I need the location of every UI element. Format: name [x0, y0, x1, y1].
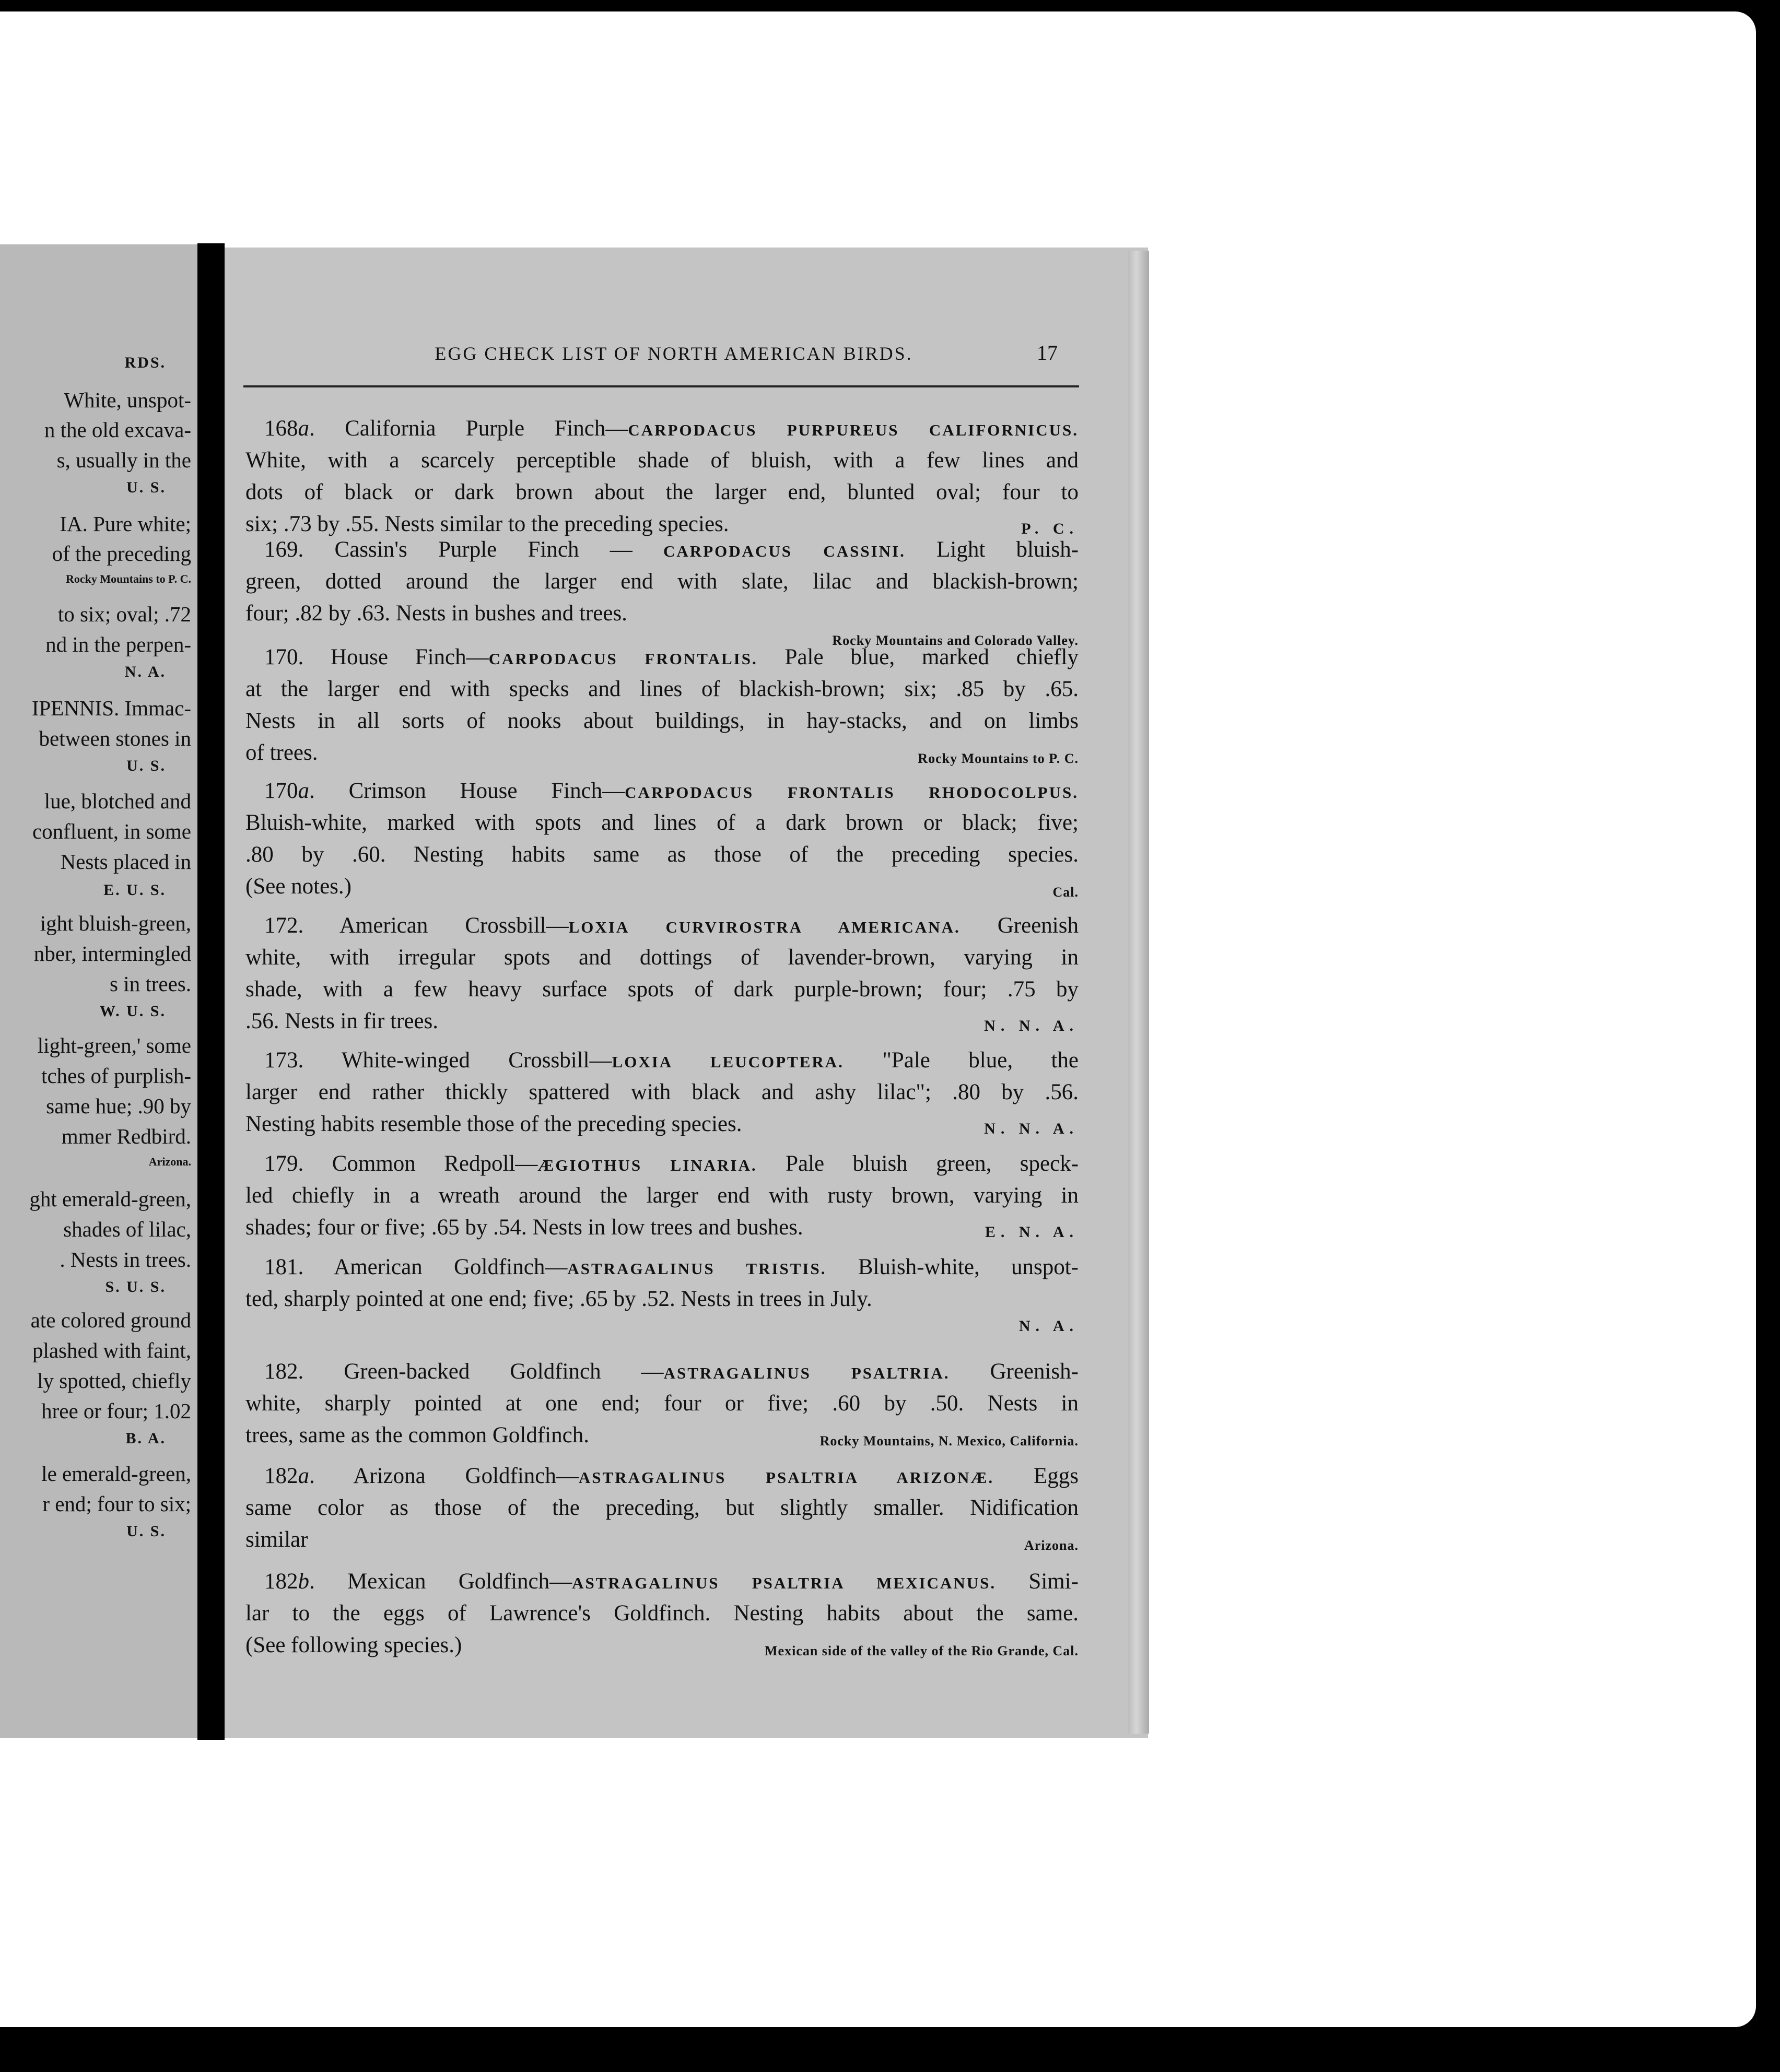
left-page-line: IPENNIS. Immac-: [31, 696, 191, 720]
entry-line: [245, 1565, 1079, 1597]
range-label: N. A.: [1018, 1317, 1079, 1335]
left-page-line: W. U. S.: [99, 1003, 166, 1020]
left-page-line: to six; oval; .72: [57, 602, 191, 626]
entry-text: led chiefly in a wreath around the larger end with rusty brown, varying in: [245, 1183, 1079, 1208]
entry-text: a: [298, 1464, 309, 1488]
entry-text: green, dotted around the larger end with slate, lilac and blackish-brown;: [245, 569, 1079, 594]
entry-text: similar: [245, 1527, 308, 1552]
running-header: [225, 343, 1148, 374]
header-rule: [243, 385, 1079, 387]
entry-text: . Arizona Goldfinch—: [309, 1464, 579, 1488]
entry-text: at the larger end with specks and lines of blackish-brown; six; .85 by .65.: [245, 677, 1079, 701]
entry-line: [245, 807, 1079, 839]
scientific-name: ASTRAGALINUS PSALTRIA.: [663, 1364, 950, 1382]
left-page-line: White, unspot-: [64, 388, 191, 412]
left-page-line: of the preceding: [52, 541, 191, 566]
entry-line: [245, 737, 1079, 769]
left-page-line: U. S.: [126, 479, 166, 496]
entry-172: [245, 910, 1079, 1037]
entry-line: [245, 870, 1079, 902]
left-page-line: r end; four to six;: [42, 1492, 191, 1516]
entry-line: [245, 1044, 1079, 1076]
entry-text: (See notes.): [245, 874, 352, 899]
entry-line: [245, 566, 1079, 597]
entry-text: ted, sharply pointed at one end; five; .65 by .52. Nests in trees in July.: [245, 1287, 872, 1311]
entry-text: . Mexican Goldfinch—: [309, 1569, 572, 1594]
entry-line: [245, 1629, 1079, 1661]
left-page-line: E. U. S.: [103, 881, 166, 899]
entry-text: 182: [264, 1464, 298, 1488]
page-edge: [1128, 251, 1149, 1734]
left-page-line: Rocky Mountains to P. C.: [66, 572, 191, 585]
entry-line: [245, 597, 1079, 629]
entry-line: [245, 1460, 1079, 1492]
entry-168a: [245, 413, 1079, 540]
left-page-line: RDS.: [124, 354, 166, 371]
entry-text: white, sharply pointed at one end; four or five; .60 by .50. Nests in: [245, 1391, 1079, 1416]
left-page-line: between stones in: [39, 726, 191, 750]
entry-text: 181. American Goldfinch—: [264, 1255, 568, 1279]
entry-text: 168: [264, 416, 298, 441]
left-page-line: N. A.: [124, 663, 166, 680]
entry-173: [245, 1044, 1079, 1140]
scientific-name: ASTRAGALINUS TRISTIS.: [567, 1259, 827, 1278]
left-page-line: ght emerald-green,: [29, 1187, 191, 1211]
range-label: P. C.: [1021, 520, 1079, 537]
left-page-line: B. A.: [125, 1430, 166, 1447]
left-page-line: light-green,' some: [37, 1033, 191, 1057]
entry-line: [245, 1387, 1079, 1419]
entry-line: [245, 476, 1079, 508]
entry-line: [245, 1180, 1079, 1211]
entry-text: Eggs: [994, 1464, 1079, 1488]
left-page-line: ate colored ground: [30, 1308, 191, 1332]
entry-text: of trees.: [245, 740, 318, 765]
entry-text: shades; four or five; .65 by .54. Nests in low trees and bushes.: [245, 1215, 803, 1240]
entry-line: [245, 1283, 1079, 1315]
film-edge: [0, 2027, 1780, 2072]
range-label: Arizona.: [1024, 1538, 1079, 1553]
scientific-name: LOXIA CURVIROSTRA AMERICANA.: [568, 918, 961, 936]
range-label: Rocky Mountains to P. C.: [918, 751, 1079, 766]
entry-text: six; .73 by .55. Nests similar to the preceding species.: [245, 512, 729, 536]
range-label: N. N. A.: [984, 1017, 1079, 1034]
scientific-name: ASTRAGALINUS PSALTRIA ARIZONÆ.: [578, 1468, 994, 1487]
entry-text: b: [298, 1569, 309, 1594]
entry-170a: [245, 775, 1079, 902]
entry-text: trees, same as the common Goldfinch.: [245, 1423, 589, 1447]
scientific-name: ÆGIOTHUS LINARIA.: [537, 1156, 757, 1174]
left-page-line: nd in the perpen-: [45, 632, 191, 656]
scientific-name: LOXIA LEUCOPTERA.: [612, 1053, 844, 1071]
scientific-name: CARPODACUS PURPUREUS CALIFORNICUS.: [628, 421, 1079, 439]
entry-line: [245, 1597, 1079, 1629]
entry-text: Nesting habits resemble those of the preceding species.: [245, 1112, 742, 1136]
range-label: Mexican side of the valley of the Rio Grande, Cal.: [765, 1643, 1079, 1658]
range-label: E. N. A.: [985, 1223, 1079, 1241]
page-gutter: [197, 243, 225, 1740]
entry-text: 169. Cassin's Purple Finch —: [264, 537, 664, 562]
entry-text: same color as those of the preceding, but slightly smaller. Nidification: [245, 1496, 1079, 1520]
left-page-line: shades of lilac,: [63, 1217, 191, 1241]
left-page-line: nber, intermingled: [33, 941, 191, 966]
entry-181: [245, 1251, 1079, 1338]
entry-line: [245, 910, 1079, 941]
left-page-line: le emerald-green,: [41, 1462, 191, 1486]
entry-text: 170: [264, 779, 298, 803]
entry-text: a: [298, 416, 309, 441]
entry-182: [245, 1356, 1079, 1451]
entry-text: Nests in all sorts of nooks about buildings, in hay-stacks, and on limbs: [245, 709, 1079, 733]
left-page-line: hree or four; 1.02: [41, 1399, 191, 1423]
left-page-line: U. S.: [126, 1523, 166, 1540]
left-page-line: plashed with faint,: [32, 1338, 191, 1362]
entry-line: [245, 1251, 1079, 1283]
left-page-line: IA. Pure white;: [60, 512, 191, 536]
entry-text: shade, with a few heavy surface spots of dark purple-brown; four; .75 by: [245, 977, 1079, 1002]
entry-line: [245, 1076, 1079, 1108]
entry-text: four; .82 by .63. Nests in bushes and trees.: [245, 601, 627, 626]
running-title: EGG CHECK LIST OF NORTH AMERICAN BIRDS.: [435, 343, 913, 364]
entry-text: 170. House Finch—: [264, 645, 489, 669]
left-page-line: mmer Redbird.: [61, 1124, 191, 1148]
entry-line: [245, 1356, 1079, 1387]
entry-line: [245, 941, 1079, 973]
range-label: N. N. A.: [984, 1120, 1079, 1137]
entry-text: larger end rather thickly spattered with black and ashy lilac"; .80 by .56.: [245, 1080, 1079, 1104]
entry-text: "Pale blue, the: [844, 1048, 1079, 1073]
left-page-line: confluent, in some: [32, 819, 191, 843]
left-page-line: tches of purplish-: [41, 1064, 191, 1088]
scientific-name: CARPODACUS CASSINI.: [663, 542, 906, 560]
entry-text: a: [298, 779, 309, 803]
entry-text: Pale bluish green, speck-: [757, 1151, 1079, 1176]
left-page-line: U. S.: [126, 757, 166, 774]
entry-text: . California Purple Finch—: [309, 416, 628, 441]
entry-line: [245, 413, 1079, 444]
range-label: Rocky Mountains and Colorado Valley.: [832, 633, 1079, 648]
entry-text: Greenish: [960, 913, 1079, 938]
entry-text: dots of black or dark brown about the larger end, blunted oval; four to: [245, 480, 1079, 504]
entry-169: [245, 534, 1079, 652]
entry-179: [245, 1148, 1079, 1243]
entry-text: 182. Green-backed Goldfinch —: [264, 1359, 664, 1384]
left-page-line: s, usually in the: [56, 448, 191, 472]
entry-text: (See following species.): [245, 1633, 462, 1657]
entry-text: 172. American Crossbill—: [264, 913, 569, 938]
entry-line: [245, 705, 1079, 737]
left-page-line: ly spotted, chiefly: [37, 1369, 191, 1393]
entry-text: 182: [264, 1569, 298, 1594]
entry-text: Bluish-white, marked with spots and lines of a dark brown or black; five;: [245, 810, 1079, 835]
entry-text: white, with irregular spots and dottings of lavender-brown, varying in: [245, 945, 1079, 970]
entry-text: 179. Common Redpoll—: [264, 1151, 538, 1176]
left-page-line: same hue; .90 by: [46, 1094, 191, 1118]
entry-line: [245, 775, 1079, 807]
entry-line: [245, 839, 1079, 870]
entry-line: [245, 444, 1079, 476]
entry-text: .56. Nests in fir trees.: [245, 1009, 439, 1033]
entry-text: lar to the eggs of Lawrence's Goldfinch. Nesting habits about the same.: [245, 1601, 1079, 1626]
entry-text: White, with a scarcely perceptible shade of bluish, with a few lines and: [245, 448, 1079, 473]
entry-182a: [245, 1460, 1079, 1556]
range-label: Rocky Mountains, N. Mexico, California.: [819, 1433, 1079, 1449]
entry-line: [245, 1005, 1079, 1037]
entry-line: [245, 1211, 1079, 1243]
entry-text: Greenish-: [950, 1359, 1079, 1384]
left-page-line: Nests placed in: [60, 850, 191, 874]
left-page-line: . Nests in trees.: [60, 1247, 191, 1272]
entry-line: [245, 973, 1079, 1005]
entry-170: [245, 641, 1079, 769]
entry-182b: [245, 1565, 1079, 1661]
entry-line: [245, 1108, 1079, 1140]
entry-text: Light bluish-: [905, 537, 1079, 562]
entry-text: . Crimson House Finch—: [309, 779, 625, 803]
entry-line: [245, 673, 1079, 705]
page-number: 17: [1037, 341, 1058, 364]
scientific-name: CARPODACUS FRONTALIS.: [488, 650, 758, 668]
left-page-line: n the old excava-: [44, 418, 191, 442]
left-page-line: lue, blotched and: [44, 789, 191, 813]
entry-line: [245, 1492, 1079, 1524]
left-page-line: s in trees.: [110, 972, 191, 996]
entry-line: [245, 534, 1079, 566]
entry-line: [245, 1148, 1079, 1180]
book-page: [225, 248, 1148, 1738]
entry-text: Bluish-white, unspot-: [826, 1255, 1079, 1279]
entry-line: [245, 1419, 1079, 1451]
entry-text: .80 by .60. Nesting habits same as those of the preceding species.: [245, 842, 1079, 867]
entry-text: Pale blue, marked chiefly: [757, 645, 1079, 669]
left-facing-page: [0, 244, 197, 1738]
scientific-name: ASTRAGALINUS PSALTRIA MEXICANUS.: [572, 1574, 997, 1592]
scientific-name: CARPODACUS FRONTALIS RHODOCOLPUS.: [625, 783, 1079, 802]
entry-line: [245, 641, 1079, 673]
range-label: Cal.: [1052, 885, 1079, 900]
left-page-line: Arizona.: [148, 1155, 191, 1168]
left-page-line: S. U. S.: [105, 1278, 166, 1296]
left-page-line: ight bluish-green,: [40, 911, 191, 935]
entry-text: 173. White-winged Crossbill—: [264, 1048, 612, 1073]
entry-text: Simi-: [996, 1569, 1079, 1594]
entry-line: [245, 1524, 1079, 1556]
